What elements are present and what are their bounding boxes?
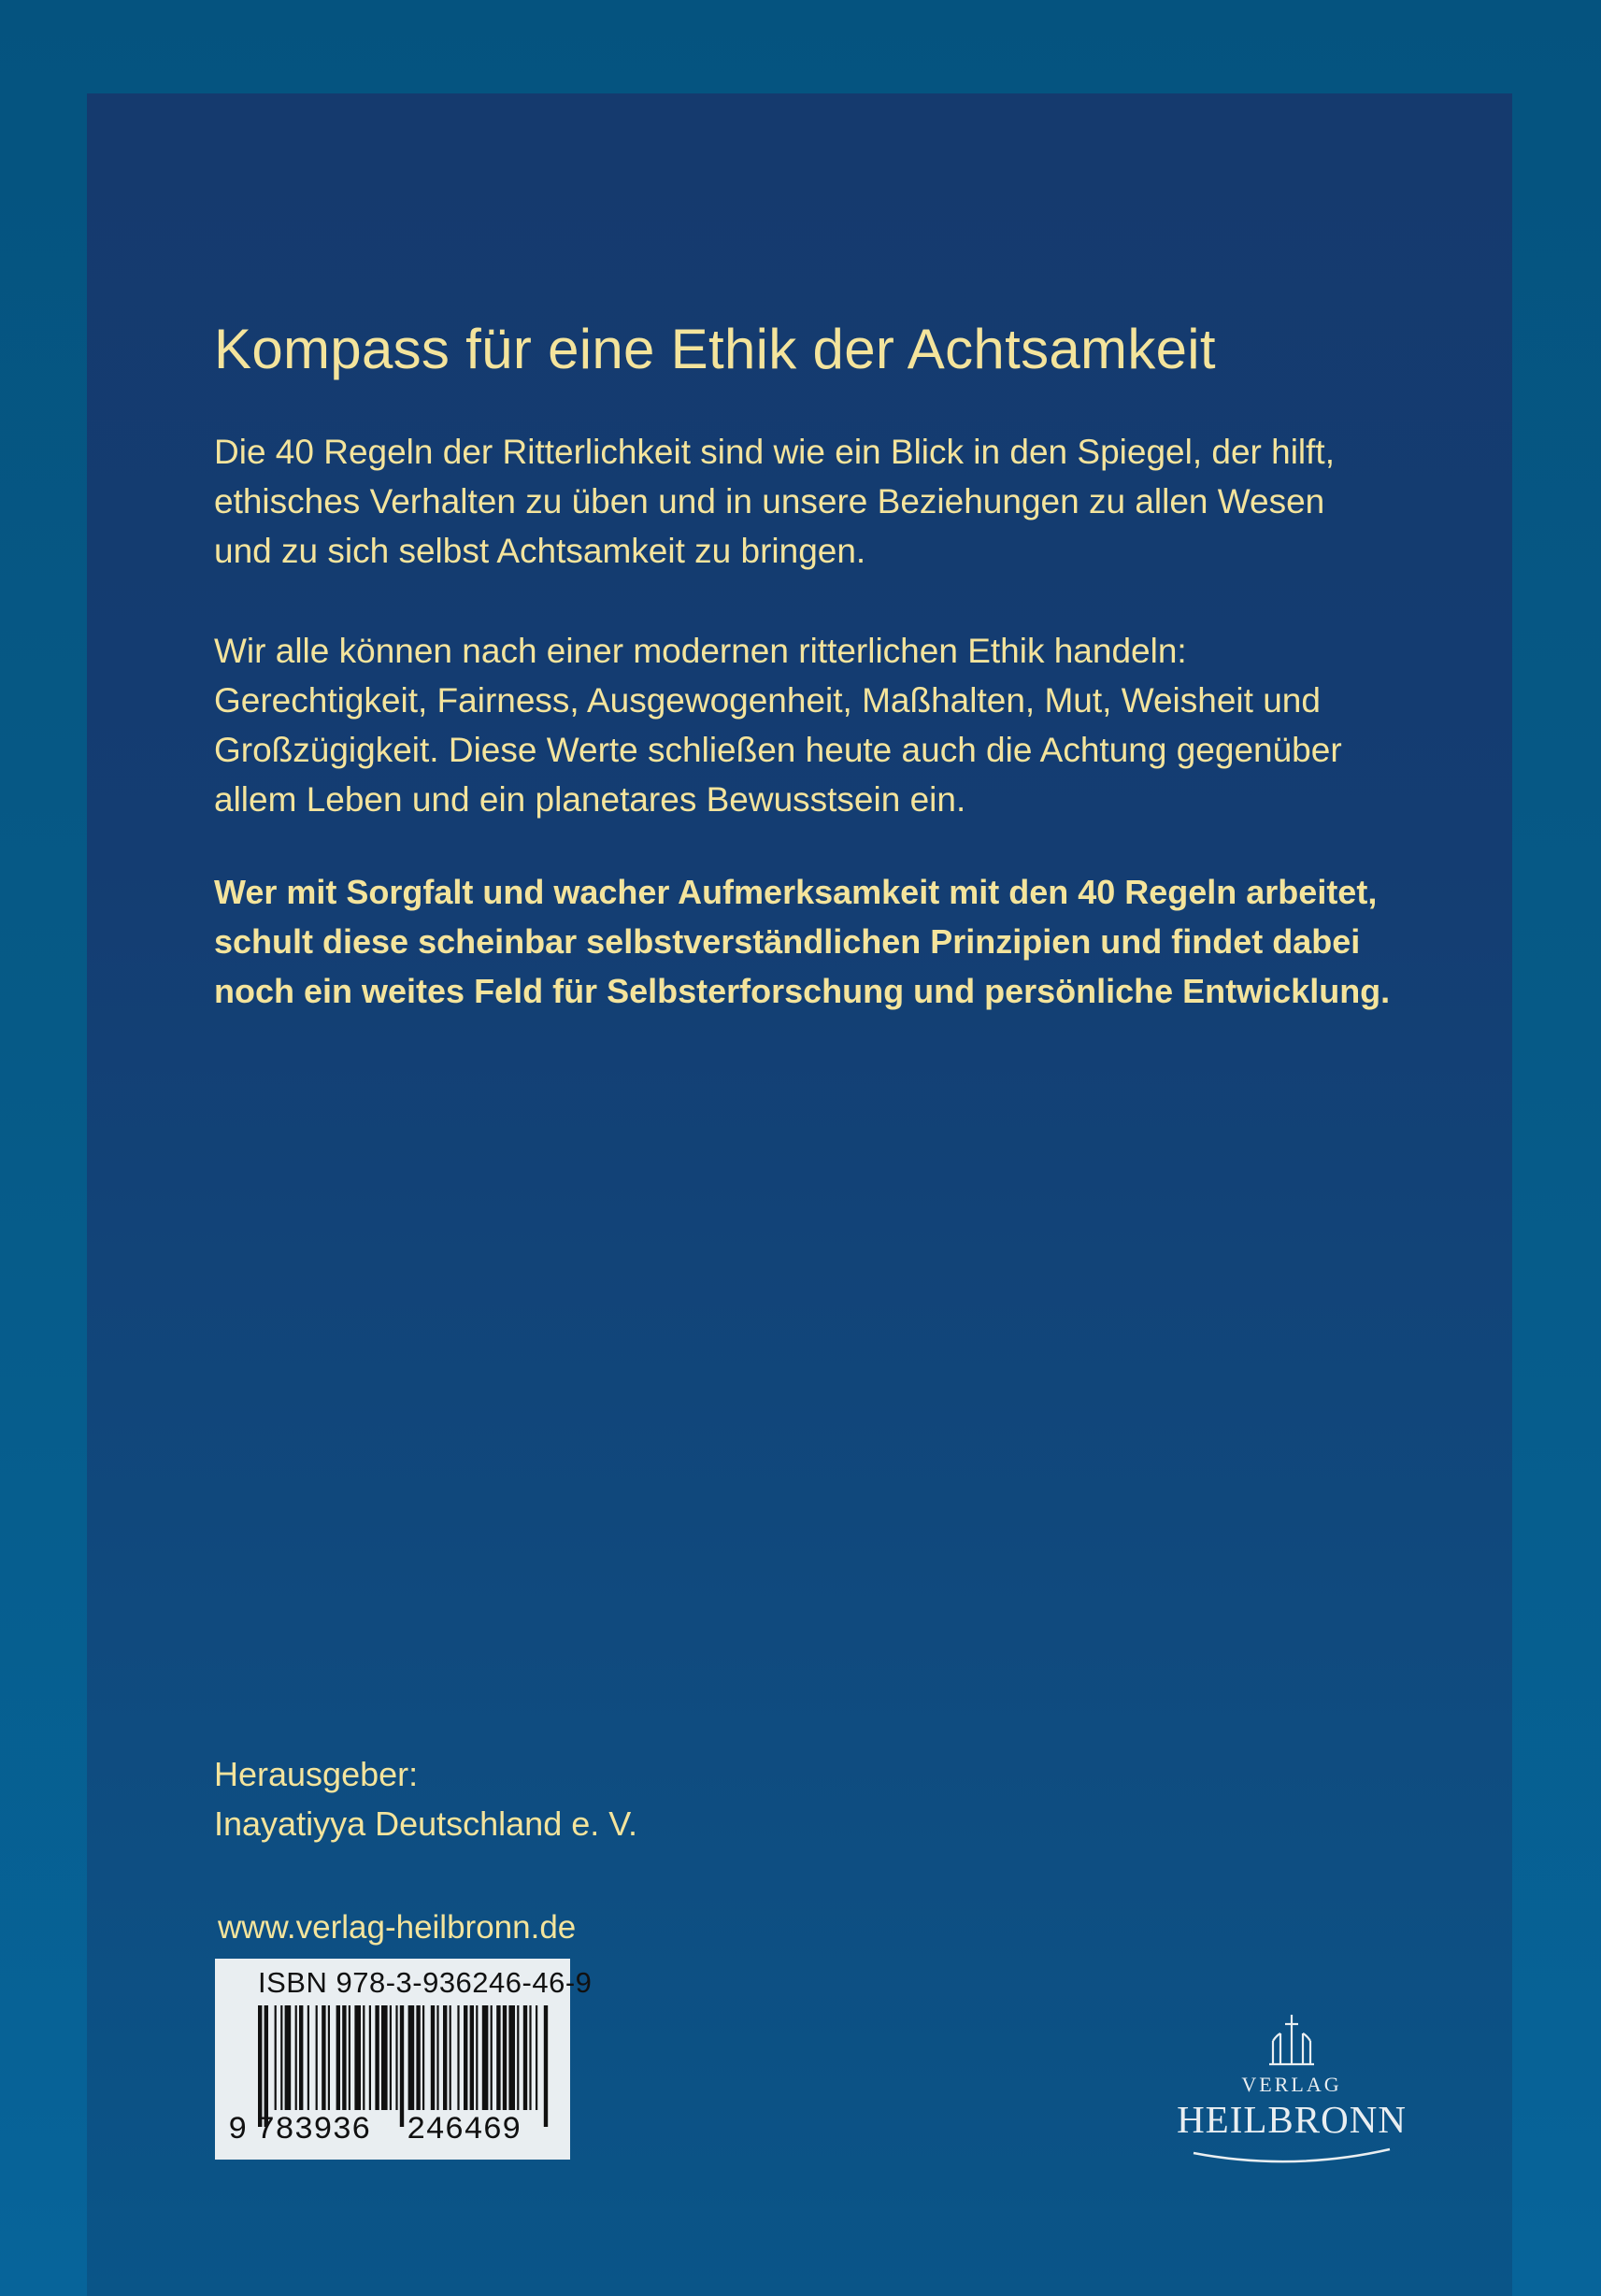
- barcode-bar: [408, 2005, 415, 2110]
- barcode-bar: [275, 2005, 277, 2110]
- isbn-barcode: [215, 1959, 593, 2160]
- logo-swoosh-icon: [1142, 2140, 1441, 2177]
- barcode-bar: [258, 2005, 262, 2127]
- paragraph-line: Wir alle können nach einer modernen ritterlichen Ethik handeln:: [214, 632, 1187, 670]
- publisher-logo: [1142, 2007, 1441, 2166]
- barcode-bar: [363, 2005, 365, 2110]
- barcode-bar: [416, 2005, 420, 2110]
- paragraph-line: ethisches Verhalten zu üben und in unsere Beziehungen zu allen Wesen: [214, 482, 1325, 521]
- barcode-bar: [328, 2005, 330, 2110]
- publisher-url: www.verlag-heilbronn.de: [218, 1909, 577, 1946]
- paragraph-line: schult diese scheinbar selbstverständlichen Prinzipien und findet dabei: [214, 922, 1361, 961]
- publisher-name: Inayatiyya Deutschland e. V.: [214, 1804, 637, 1843]
- barcode-bar: [482, 2005, 489, 2110]
- barcode-bar: [464, 2005, 467, 2110]
- barcode-first-digit: 9: [228, 2113, 248, 2148]
- barcode-bar: [295, 2005, 297, 2110]
- publisher-label: Herausgeber:: [214, 1755, 419, 1793]
- barcode-bar: [390, 2005, 392, 2110]
- paragraph-line: Die 40 Regeln der Ritterlichkeit sind wie ein Blick in den Spiegel, der hilft,: [214, 433, 1335, 471]
- barcode-bar: [436, 2005, 438, 2110]
- barcode-bar: [536, 2005, 537, 2110]
- barcode-digits-right: 246469: [407, 2113, 522, 2148]
- barcode-bar: [381, 2005, 388, 2110]
- barcode-bar: [349, 2005, 350, 2110]
- barcode-bar: [264, 2005, 268, 2127]
- barcode-bar: [491, 2005, 493, 2110]
- paragraph-line: Gerechtigkeit, Fairness, Ausgewogenheit, Maßhalten, Mut, Weisheit und: [214, 681, 1321, 720]
- book-title: Kompass für eine Ethik der Achtsamkeit: [214, 318, 1216, 380]
- barcode-bar: [322, 2005, 325, 2110]
- barcode-bar: [476, 2005, 478, 2110]
- paragraph-line: Wer mit Sorgfalt und wacher Aufmerksamkeit mit den 40 Regeln arbeitet,: [214, 873, 1378, 911]
- barcode-bar: [457, 2005, 459, 2110]
- barcode-bar: [529, 2005, 531, 2110]
- paragraph-intro: [214, 427, 1429, 576]
- barcode-bar: [307, 2005, 309, 2110]
- barcode-bar: [299, 2005, 303, 2110]
- barcode-bar: [503, 2005, 507, 2110]
- barcode-bar: [342, 2005, 346, 2110]
- barcode-bar: [400, 2005, 404, 2127]
- barcode-bar: [523, 2005, 527, 2110]
- paragraph-highlight: [214, 867, 1429, 1016]
- barcode-bar: [443, 2005, 447, 2110]
- barcode-digits-left: 783936: [256, 2113, 371, 2148]
- logo-name-text: HEILBRONN: [1177, 2098, 1407, 2141]
- barcode-bar: [375, 2005, 379, 2110]
- paragraph-values: [214, 626, 1429, 824]
- barcode-bar: [369, 2005, 371, 2110]
- barcode-bar: [336, 2005, 340, 2110]
- barcode-bar: [316, 2005, 318, 2110]
- barcode-bar: [450, 2005, 451, 2110]
- barcode-bar: [544, 2005, 548, 2127]
- logo-verlag-text: VERLAG: [1241, 2073, 1342, 2096]
- barcode-bar: [508, 2005, 515, 2110]
- isbn-number: ISBN 978-3-936246-46-9: [258, 1966, 593, 1999]
- paragraph-line: allem Leben und ein planetares Bewusstsein ein.: [214, 780, 966, 819]
- barcode-bar: [470, 2005, 474, 2110]
- barcode-bar: [517, 2005, 519, 2110]
- barcode-bar: [280, 2005, 282, 2110]
- barcode-bar: [496, 2005, 500, 2110]
- barcode-bar: [285, 2005, 292, 2110]
- barcode-bar: [422, 2005, 424, 2110]
- barcode-bar: [354, 2005, 361, 2110]
- barcode-bar: [431, 2005, 435, 2110]
- paragraph-line: noch ein weites Feld für Selbsterforschung und persönliche Entwicklung.: [214, 972, 1391, 1010]
- logo-emblem-icon: [1142, 2007, 1441, 2073]
- paragraph-line: und zu sich selbst Achtsamkeit zu bringen.: [214, 532, 866, 570]
- paragraph-line: Großzügigkeit. Diese Werte schließen heute auch die Achtung gegenüber: [214, 731, 1342, 769]
- barcode-bar: [395, 2005, 397, 2110]
